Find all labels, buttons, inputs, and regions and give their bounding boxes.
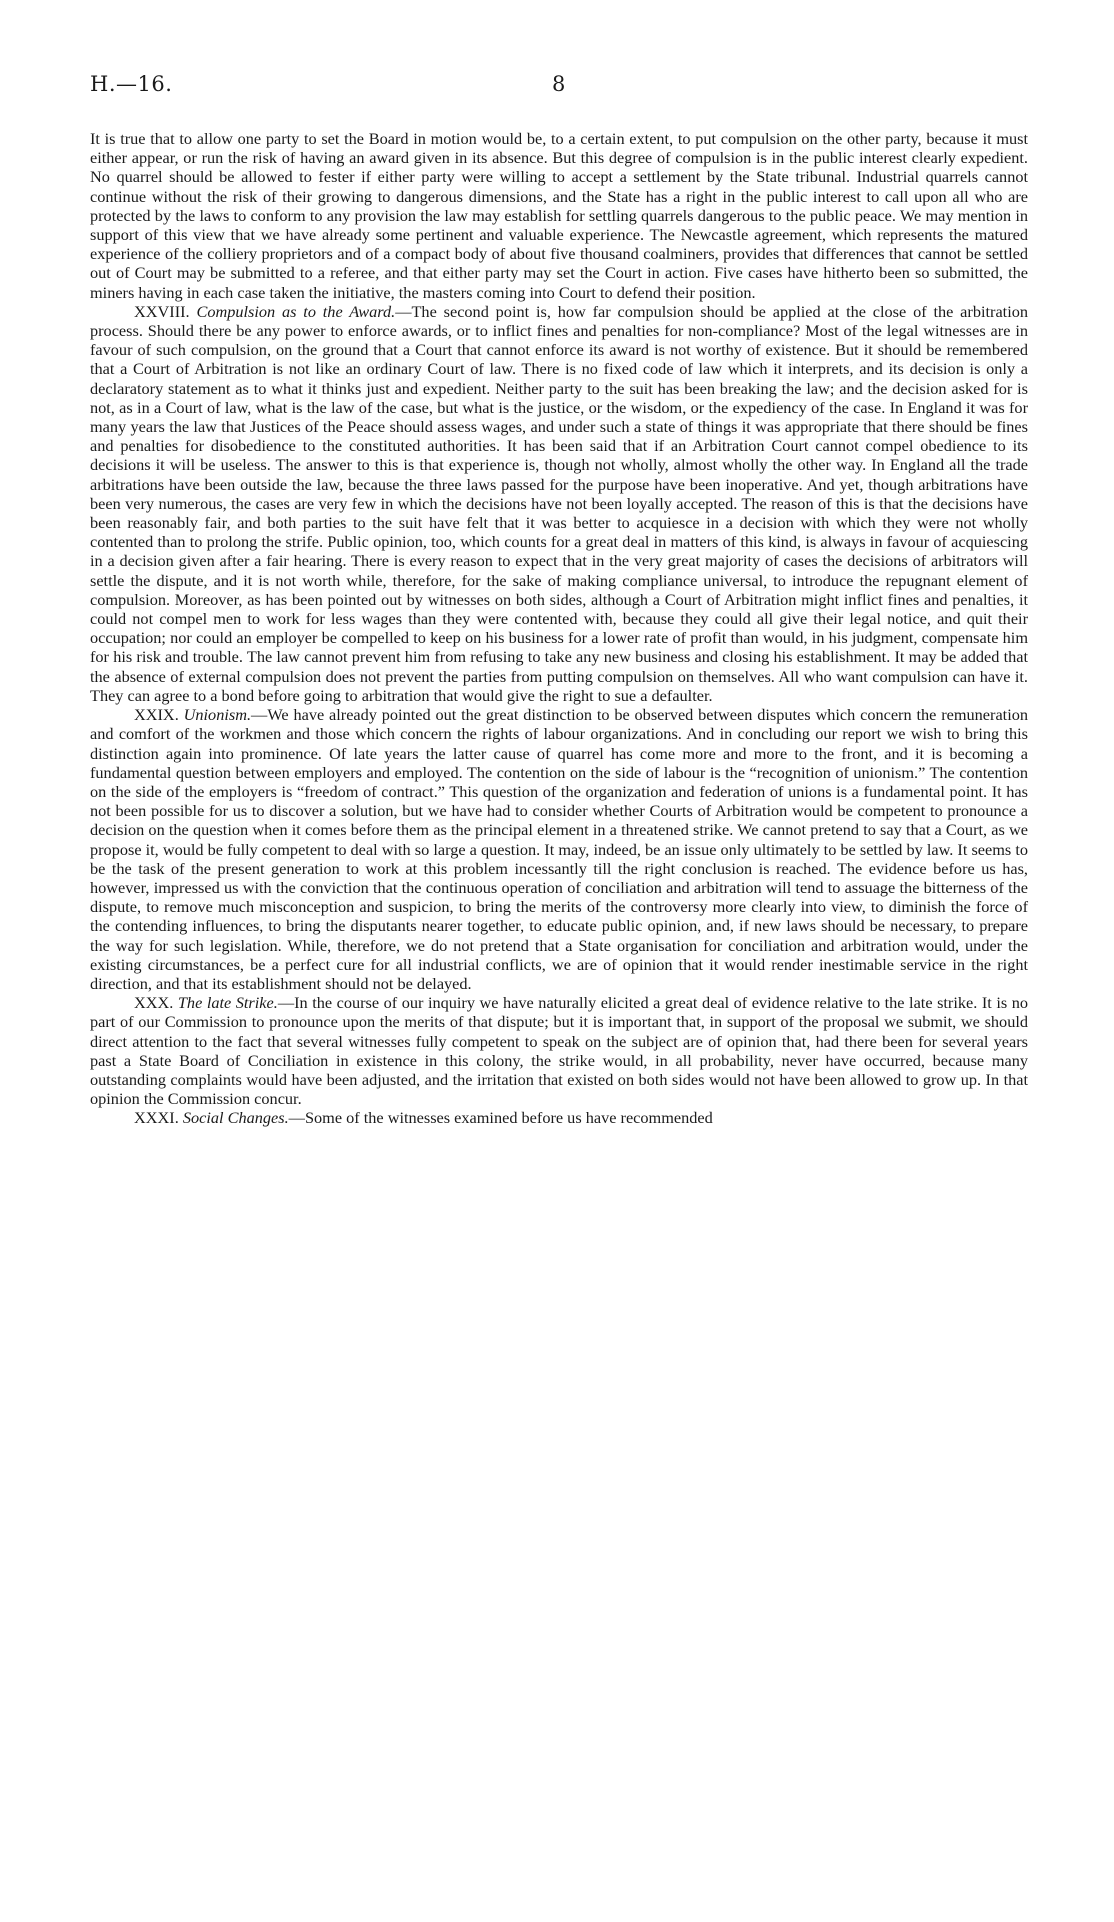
section-heading: Unionism. [183, 705, 252, 725]
paragraph-text: It is true that to allow one party to set the Board in motion would be, to a certain extent, to put compulsion on the other party, because it must either appear, or run the risk of having an award given in its absence. But this degree of compulsion is in the public interest clearly expedient. No quarrel should be allowed to fester if either party were willing to accept a settlement by the State tribunal. Industrial quarrels cannot continue without the risk of their growing to dangerous dimensions, and the State has a right in the public interest to call upon all who are protected by the laws to conform to any provision the law may establish for settling quarrels dangerous to the public peace. We may mention in support of this view that we have already some pertinent and valuable experience. The Newcastle agreement, which represents the matured experience of the colliery proprietors and of a compact body of about five thousand coalminers, provides that differences that cannot be settled out of Court may be submitted to a referee, and that either party may set the Court in action. Five cases have hitherto been so submitted, the miners having in each case taken the initiative, the masters coming into Court to defend their position. [90, 129, 1028, 302]
section-xxx-late-strike [90, 993, 1028, 1108]
section-xxix-unionism [90, 705, 1028, 993]
section-number: XXIX. [134, 705, 179, 725]
section-heading: Compulsion as to the Award. [196, 301, 396, 321]
section-heading: The late Strike. [177, 993, 278, 1013]
paragraph-text: —We have already pointed out the great distinction to be observed between disputes which concern the remuneration and comfort of the workmen and those which concern the rights of labour organizations. And in concluding our report we wish to bring this distinction again into prominence. Of late years the latter cause of quarrel has come more and more to the front, and it is becoming a fundamental question between employers and employed. The contention on the side of labour is the “recognition of unionism.” The contention on the side of the employers is “freedom of contract.” This question of the organization and federation of unions is a fundamental point. It has not been possible for us to discover a solution, but we have had to consider whether Courts of Arbitration would be competent to pronounce a decision on the question when it comes before them as the principal element in a threatened strike. We cannot pretend to say that a Court, as we propose it, would be fully competent to deal with so large a question. It may, indeed, be an issue only ultimately to be settled by law. It seems to be the task of the present generation to work at this problem incessantly till the right conclusion is reached. The evidence before us has, however, impressed us with the conviction that the continuous operation of conciliation and arbitration will tend to assuage the bitterness of the dispute, to remove much misconception and suspicion, to bring the merits of the controversy more clearly into view, to diminish the force of the contending influences, to bring the disputants nearer together, to educate public opinion, and, if new laws should be necessary, to prepare the way for such legislation. While, therefore, we do not pretend that a State organisation for conciliation and arbitration would, under the existing circumstances, be a perfect cure for all industrial conflicts, we are of opinion that it would render inestimable service in the right direction, and that its establishment should not be delayed. [90, 705, 1029, 993]
section-number: XXVIII. [134, 301, 190, 321]
paragraph-text: —In the course of our inquiry we have naturally elicited a great deal of evidence relative to the late strike. It is no part of our Commission to pronounce upon the merits of that dispute; but it is important that, in support of the proposal we submit, we should direct attention to the fact that several witnesses fully competent to speak on the subject are of opinion that, had there been for several years past a State Board of Conciliation in existence in this colony, the strike would, in all probability, never have occurred, because many outstanding complaints would have been adjusted, and the irritation that existed on both sides would not have been allowed to grow up. In that opinion the Commission concur. [90, 993, 1028, 1109]
section-heading: Social Changes. [182, 1108, 289, 1128]
page-number: 8 [552, 72, 566, 96]
paragraph-continuation [90, 129, 1028, 302]
section-number: XXX. [134, 993, 174, 1013]
section-number: XXXI. [134, 1108, 179, 1128]
page-header [90, 72, 1020, 102]
document-reference: H.—16. [90, 72, 173, 96]
paragraph-text: —Some of the witnesses examined before us have recommended [288, 1108, 713, 1128]
section-xxxi-social-changes [90, 1108, 1028, 1127]
body-text [90, 129, 1028, 1128]
paragraph-text: —The second point is, how far compulsion should be applied at the close of the arbitration process. Should there be any power to enforce awards, or to inflict fines and penalties for non-compliance? Most of the legal witnesses are in favour of such compulsion, on the ground that a Court that cannot enforce its award is not worthy of existence. But it should be remembered that a Court of Arbitration is not like an ordinary Court of law. There is no fixed code of law which it interprets, and its decision is only a declaratory statement as to what it thinks just and expedient. Neither party to the suit has been breaking the law; and the decision asked for is not, as in a Court of law, what is the law of the case, but what is the justice, or the wisdom, or the expediency of the case. In England it was for many years the law that Justices of the Peace should assess wages, and under such a state of things it was appropriate that there should be fines and penalties for disobedience to the constituted authorities. It has been said that if an Arbitration Court cannot compel obedience to its decisions it will be useless. The answer to this is that experience is, though not wholly, almost wholly the other way. In England all the trade arbitrations have been outside the law, because the three laws passed for the purpose have been inoperative. And yet, though arbitrations have been very numerous, the cases are very few in which the decisions have not been loyally accepted. The reason of this is that the decisions have been reasonably fair, and both parties to the suit have felt that it was better to acquiesce in a decision with which they were not wholly contented than to prolong the strife. Public opinion, too, which counts for a great deal in matters of this kind, is always in favour of acquiescing in a decision given after a fair hearing. There is every reason to expect that in the very great majority of cases the decisions of arbitrators will settle the dispute, and it is not worth while, therefore, for the sake of making compliance universal, to introduce the repugnant element of compulsion. Moreover, as has been pointed out by witnesses on both sides, although a Court of Arbitration might inflict fines and penalties, it could not compel men to work for less wages than they were contented with, because they could all give their legal notice, and quit their occupation; nor could an employer be compelled to keep on his business for a lower rate of profit than would, in his judgment, compensate him for his risk and trouble. The law cannot prevent him from refusing to take any new business and closing his establishment. It may be added that the absence of external compulsion does not prevent the parties from putting compulsion on themselves. All who want compulsion can have it. They can agree to a bond before going to arbitration that would give the right to sue a defaulter. [90, 301, 1028, 705]
section-xxviii-compulsion-as-to-award [90, 302, 1028, 705]
